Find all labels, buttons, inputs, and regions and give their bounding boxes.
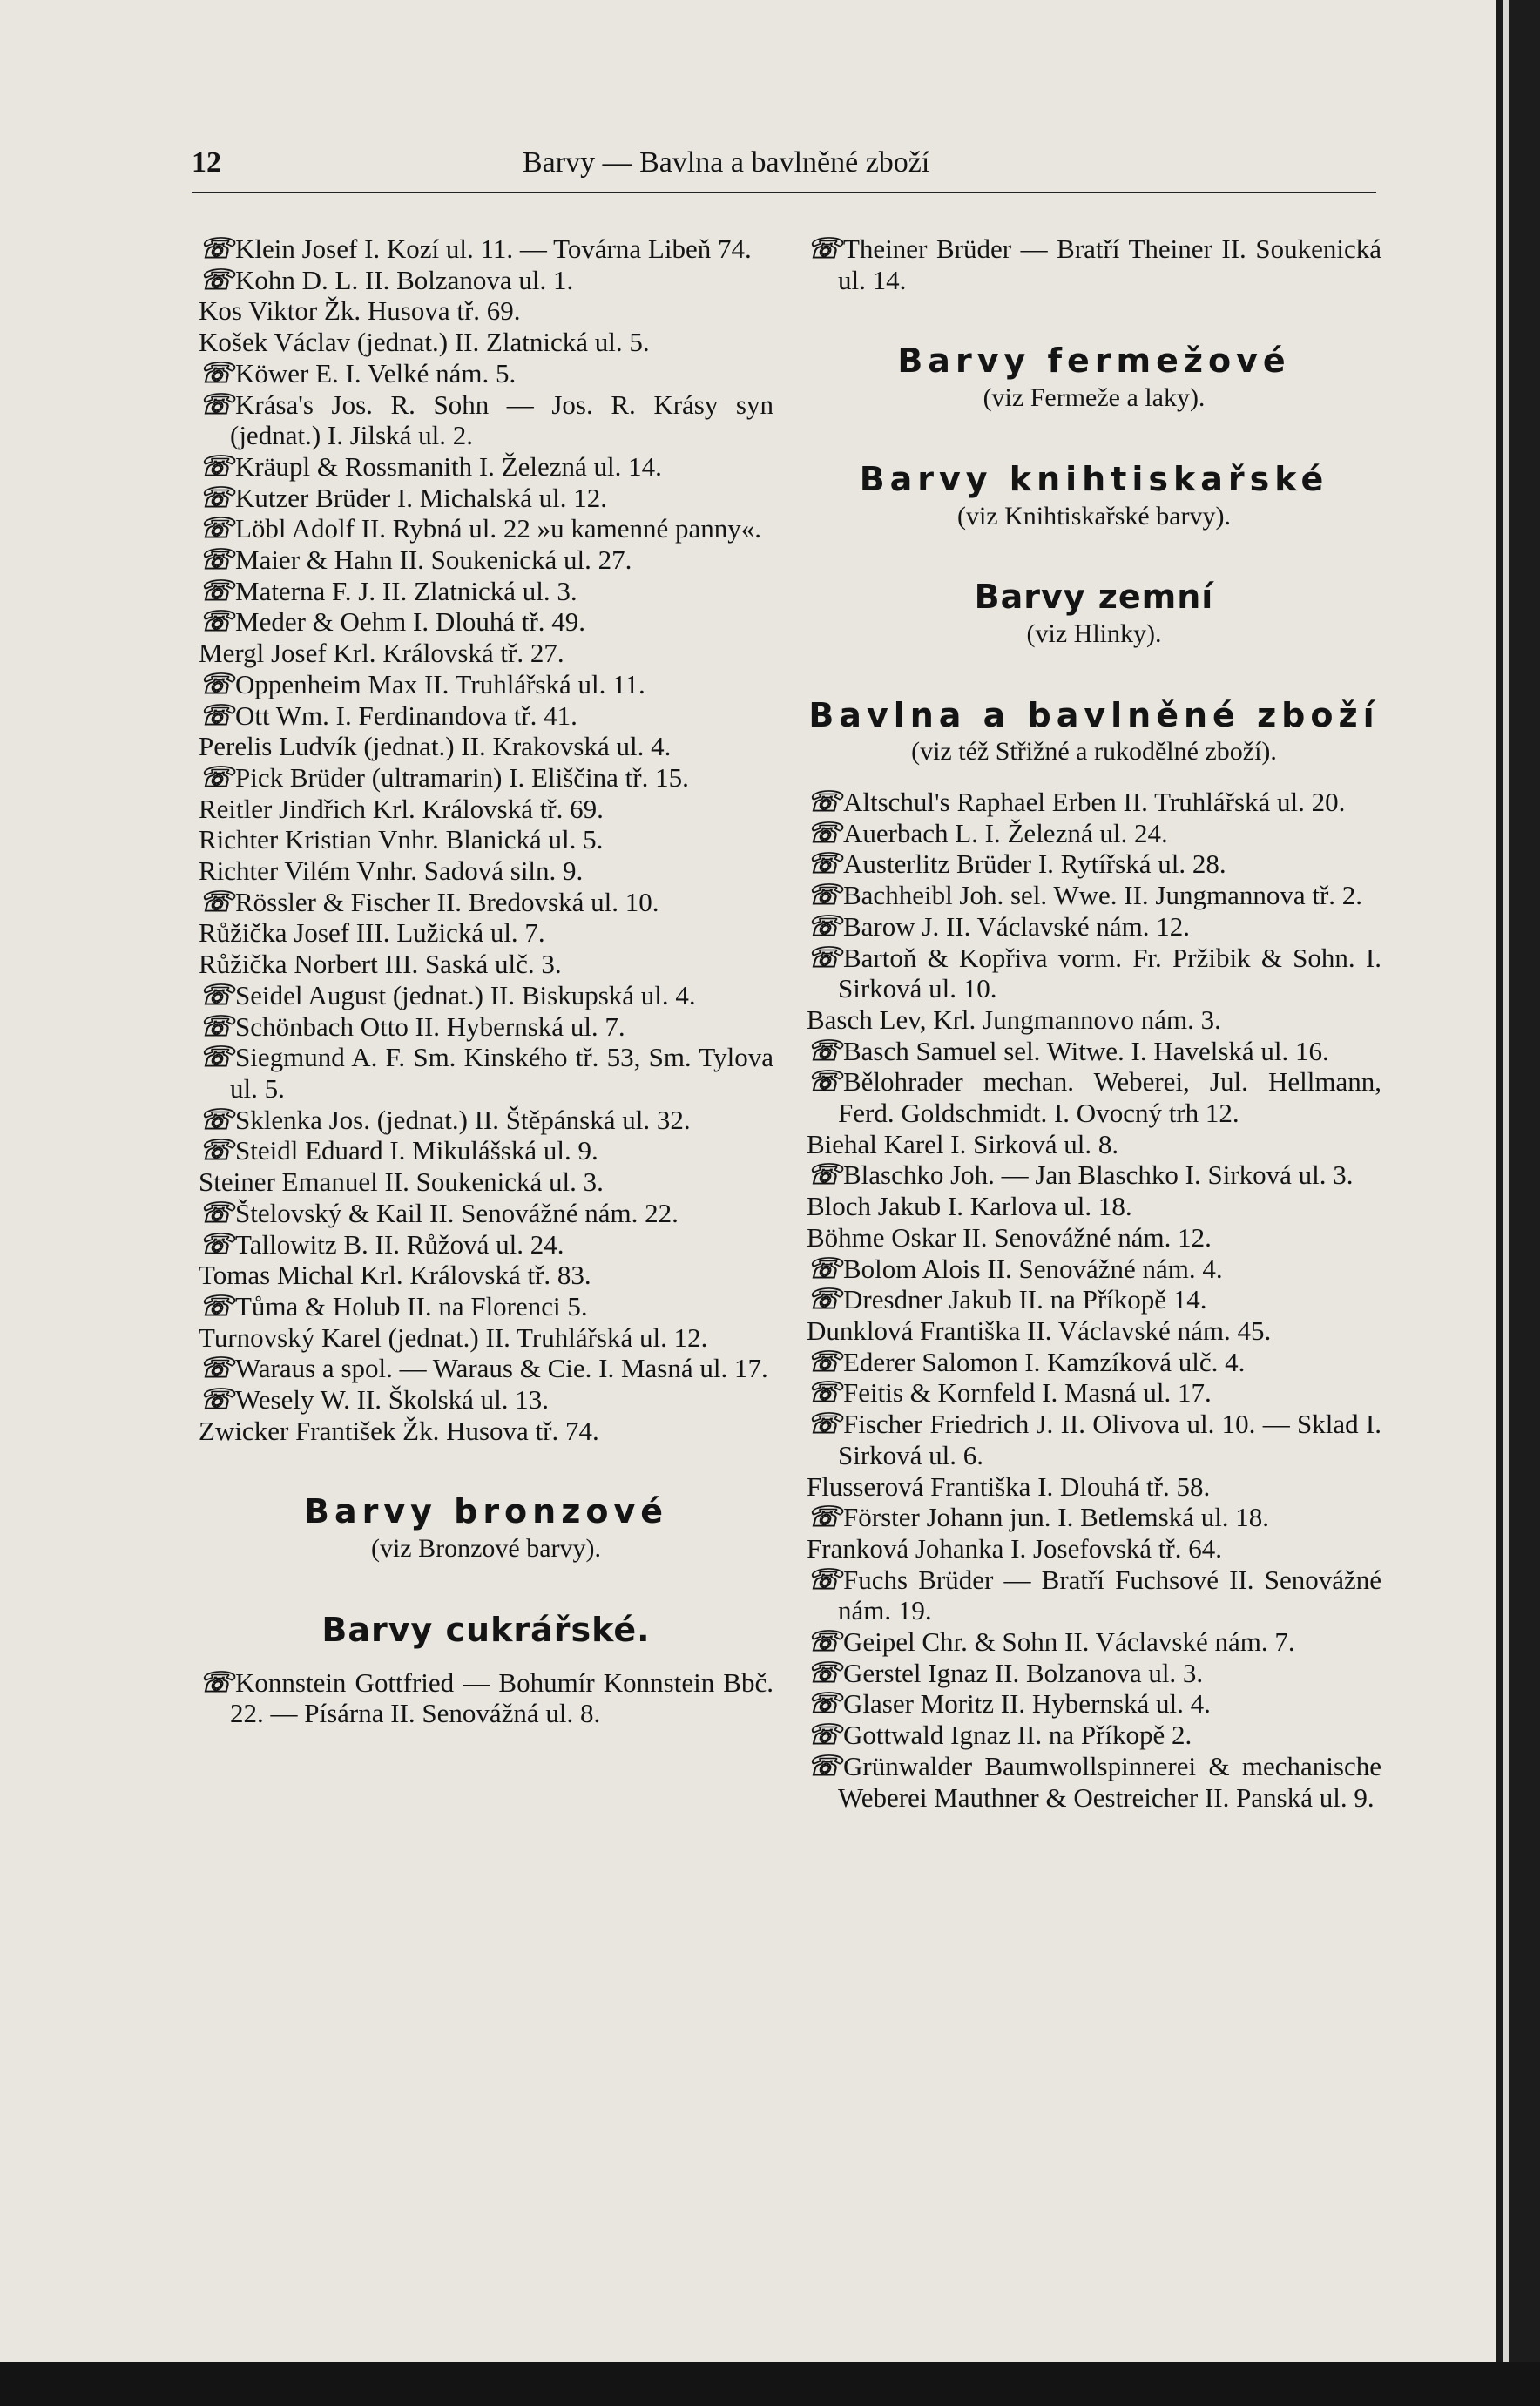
directory-entry xyxy=(199,1260,773,1291)
telephone-icon: ☏ xyxy=(199,544,234,576)
directory-entry xyxy=(807,1409,1381,1470)
directory-entry xyxy=(807,1315,1381,1347)
entry-text: Kos Viktor Žk. Husova tř. 69. xyxy=(199,295,521,327)
directory-entry xyxy=(199,1166,773,1198)
telephone-icon: ☏ xyxy=(807,816,842,848)
note-barvy-fermezove: (viz Fermeže a laky). xyxy=(983,383,1206,413)
telephone-icon: ☏ xyxy=(199,978,234,1010)
entry-text: Maier & Hahn II. Soukenická ul. 27. xyxy=(235,544,632,576)
telephone-icon: ☏ xyxy=(807,1345,842,1377)
entry-text: Siegmund A. F. Sm. Kinského tř. 53, Sm. Tylova ul. 5. xyxy=(230,1042,773,1104)
directory-entry xyxy=(807,1222,1381,1254)
directory-entry xyxy=(807,1471,1381,1503)
directory-entry xyxy=(199,483,773,514)
entry-text: Mergl Josef Krl. Královská tř. 27. xyxy=(199,638,564,669)
entry-text: Theiner Brüder — Bratří Theiner II. Soukenická ul. 14. xyxy=(838,233,1381,295)
directory-entry xyxy=(199,1416,773,1447)
telephone-icon: ☏ xyxy=(199,263,234,295)
directory-entry xyxy=(199,358,773,389)
entry-text: Böhme Oskar II. Senovážné nám. 12. xyxy=(807,1221,1212,1253)
telephone-icon: ☏ xyxy=(807,848,842,880)
directory-entry xyxy=(199,233,773,265)
directory-entry xyxy=(807,1036,1381,1067)
telephone-icon: ☏ xyxy=(807,1034,842,1066)
entry-text: Waraus a spol. — Waraus & Cie. I. Masná ul. 17. xyxy=(235,1353,768,1384)
entry-text: Feitis & Kornfeld I. Masná ul. 17. xyxy=(843,1377,1212,1409)
telephone-icon: ☏ xyxy=(199,1352,234,1384)
entry-text: Ott Wm. I. Ferdinandova tř. 41. xyxy=(235,699,578,731)
directory-entry xyxy=(807,880,1381,911)
entry-text: Schönbach Otto II. Hybernská ul. 7. xyxy=(235,1010,625,1042)
entry-text: Richter Vilém Vnhr. Sadová siln. 9. xyxy=(199,855,584,887)
directory-entry xyxy=(199,451,773,483)
cukrarske-entries-list xyxy=(199,1667,773,1729)
directory-entry xyxy=(199,1384,773,1416)
telephone-icon: ☏ xyxy=(807,1719,842,1751)
running-title: Barvy — Bavlna a bavlněné zboží xyxy=(523,146,930,179)
directory-entry xyxy=(807,1658,1381,1689)
directory-entry xyxy=(199,1042,773,1104)
telephone-icon: ☏ xyxy=(807,1749,842,1781)
directory-entry xyxy=(807,1254,1381,1285)
entry-text: Turnovský Karel (jednat.) II. Truhlářská ul. 12. xyxy=(199,1321,708,1353)
directory-entry xyxy=(807,1377,1381,1409)
directory-entry xyxy=(199,1135,773,1166)
entry-text: Bělohrader mechan. Weberei, Jul. Hellmann, Ferd. Goldschmidt. I. Ovocný trh 12. xyxy=(838,1066,1381,1129)
note-barvy-bronzove: (viz Bronzové barvy). xyxy=(370,1534,602,1564)
directory-entry xyxy=(199,731,773,762)
entry-text: Köwer E. I. Velké nám. 5. xyxy=(235,357,517,389)
entry-text: Bloch Jakub I. Karlova ul. 18. xyxy=(807,1191,1132,1222)
directory-entry xyxy=(807,1626,1381,1658)
telephone-icon: ☏ xyxy=(199,512,234,544)
entry-text: Kräupl & Rossmanith I. Železná ul. 14. xyxy=(235,450,662,482)
note-bavlna: (viz též Střižné a rukodělné zboží). xyxy=(911,737,1277,767)
directory-entry xyxy=(199,544,773,576)
entry-text: Bartoň & Kopřiva vorm. Fr. Pržibik & Sohn. I. Sirková ul. 10. xyxy=(838,942,1381,1004)
telephone-icon: ☏ xyxy=(807,879,842,911)
directory-entry xyxy=(807,943,1381,1004)
entry-text: Franková Johanka I. Josefovská tř. 64. xyxy=(807,1532,1222,1564)
entry-text: Basch Samuel sel. Witwe. I. Havelská ul. 16. xyxy=(843,1035,1329,1066)
heading-barvy-bronzove: Barvy bronzové xyxy=(304,1492,668,1531)
directory-entry xyxy=(807,818,1381,849)
page-header xyxy=(192,139,1376,193)
directory-entry xyxy=(199,1011,773,1043)
directory-entry xyxy=(807,1191,1381,1222)
directory-entry xyxy=(199,669,773,700)
right-top-entries-list xyxy=(807,233,1381,295)
directory-entry xyxy=(807,1720,1381,1751)
left-column xyxy=(199,233,773,1729)
entry-text: Reitler Jindřich Krl. Královská tř. 69. xyxy=(199,793,604,824)
heading-barvy-cukrarske: Barvy cukrářské. xyxy=(321,1610,651,1649)
entry-text: Grünwalder Baumwollspinnerei & mechanische Weberei Mauthner & Oestreicher II. Panská ul. 9. xyxy=(838,1750,1381,1813)
entry-text: Gottwald Ignaz II. na Příkopě 2. xyxy=(843,1720,1192,1751)
entry-text: Růžička Josef III. Lužická ul. 7. xyxy=(199,917,545,949)
page-edge-right xyxy=(1496,0,1540,2406)
page-edge-bottom xyxy=(0,2362,1540,2406)
telephone-icon: ☏ xyxy=(807,941,842,973)
directory-entry xyxy=(807,1159,1381,1191)
entry-text: Austerlitz Brüder I. Rytířská ul. 28. xyxy=(843,848,1226,880)
telephone-icon: ☏ xyxy=(807,1408,842,1440)
telephone-icon: ☏ xyxy=(199,388,234,420)
directory-entry xyxy=(199,1198,773,1229)
entry-text: Auerbach L. I. Železná ul. 24. xyxy=(843,817,1168,848)
directory-entry xyxy=(199,1322,773,1354)
entry-text: Basch Lev, Krl. Jungmannovo nám. 3. xyxy=(807,1004,1221,1035)
entry-text: Meder & Oehm I. Dlouhá tř. 49. xyxy=(235,606,586,638)
entry-text: Bolom Alois II. Senovážné nám. 4. xyxy=(843,1253,1223,1284)
heading-barvy-fermezove: Barvy fermežové xyxy=(897,341,1291,381)
entry-text: Štelovský & Kail II. Senovážné nám. 22. xyxy=(235,1197,679,1228)
entry-text: Klein Josef I. Kozí ul. 11. — Továrna Libeň 74. xyxy=(235,233,752,264)
entry-text: Košek Václav (jednat.) II. Zlatnická ul. 5. xyxy=(199,327,650,358)
directory-entry xyxy=(199,887,773,918)
note-barvy-zemni: (viz Hlinky). xyxy=(1026,618,1162,648)
telephone-icon: ☏ xyxy=(807,1283,842,1315)
directory-entry xyxy=(199,389,773,451)
directory-entry xyxy=(807,787,1381,818)
entry-text: Ederer Salomon I. Kamzíková ulč. 4. xyxy=(843,1346,1246,1377)
entry-text: Blaschko Joh. — Jan Blaschko I. Sirková ul. 3. xyxy=(843,1159,1354,1191)
entry-text: Löbl Adolf II. Rybná ul. 22 »u kamenné panny«. xyxy=(235,513,762,544)
left-entries-list xyxy=(199,233,773,1446)
directory-entry xyxy=(807,233,1381,295)
entry-text: Oppenheim Max II. Truhlářská ul. 11. xyxy=(235,668,645,699)
entry-text: Fuchs Brüder — Bratří Fuchsové II. Senovážné nám. 19. xyxy=(838,1564,1381,1626)
directory-entry xyxy=(199,855,773,887)
directory-entry xyxy=(199,606,773,638)
directory-entry xyxy=(807,1502,1381,1533)
directory-entry xyxy=(199,700,773,732)
directory-entry xyxy=(199,265,773,296)
entry-text: Pick Brüder (ultramarin) I. Eliščina tř. 15. xyxy=(235,761,689,793)
directory-entry xyxy=(807,911,1381,943)
directory-entry xyxy=(199,1667,773,1729)
telephone-icon: ☏ xyxy=(199,449,234,482)
directory-entry xyxy=(199,1353,773,1384)
directory-entry xyxy=(199,917,773,949)
entry-text: Tůma & Holub II. na Florenci 5. xyxy=(235,1290,588,1321)
telephone-icon: ☏ xyxy=(199,1196,234,1228)
telephone-icon: ☏ xyxy=(199,1666,234,1698)
entry-text: Rössler & Fischer II. Bredovská ul. 10. xyxy=(235,886,659,917)
entry-text: Glaser Moritz II. Hybernská ul. 4. xyxy=(843,1688,1211,1720)
entry-text: Tomas Michal Krl. Královská tř. 83. xyxy=(199,1260,591,1291)
entry-text: Zwicker František Žk. Husova tř. 74. xyxy=(199,1415,599,1446)
directory-entry xyxy=(807,1565,1381,1626)
directory-entry xyxy=(807,1533,1381,1565)
entry-text: Förster Johann jun. I. Betlemská ul. 18. xyxy=(843,1502,1270,1533)
entry-text: Kohn D. L. II. Bolzanova ul. 1. xyxy=(235,264,574,295)
telephone-icon: ☏ xyxy=(807,1687,842,1720)
telephone-icon: ☏ xyxy=(199,1227,234,1260)
directory-entry xyxy=(807,848,1381,880)
directory-entry xyxy=(199,824,773,855)
note-barvy-knihtiskarske: (viz Knihtiskařské barvy). xyxy=(956,501,1232,531)
entry-text: Kutzer Brüder I. Michalská ul. 12. xyxy=(235,482,607,513)
heading-barvy-zemni: Barvy zemní xyxy=(974,578,1214,617)
directory-entry xyxy=(807,1751,1381,1813)
heading-barvy-knihtiskarske: Barvy knihtiskařské xyxy=(859,459,1329,498)
directory-entry xyxy=(199,762,773,794)
telephone-icon: ☏ xyxy=(199,356,234,389)
directory-entry xyxy=(199,638,773,669)
entry-text: Altschul's Raphael Erben II. Truhlářská ul. 20. xyxy=(843,787,1346,818)
telephone-icon: ☏ xyxy=(199,1383,234,1416)
telephone-icon: ☏ xyxy=(199,574,234,606)
entry-text: Fischer Friedrich J. II. Olivova ul. 10. — Sklad I. Sirková ul. 6. xyxy=(838,1409,1381,1470)
directory-entry xyxy=(807,1129,1381,1160)
telephone-icon: ☏ xyxy=(199,233,234,264)
telephone-icon: ☏ xyxy=(199,1134,234,1166)
bavlna-entries-list xyxy=(807,787,1381,1813)
entry-text: Gerstel Ignaz II. Bolzanova ul. 3. xyxy=(843,1657,1204,1688)
directory-entry xyxy=(199,980,773,1011)
directory-entry xyxy=(807,1066,1381,1128)
entry-text: Flusserová Františka I. Dlouhá tř. 58. xyxy=(807,1470,1211,1502)
directory-entry xyxy=(807,1347,1381,1378)
entry-text: Dunklová Františka II. Václavské nám. 45. xyxy=(807,1315,1272,1346)
telephone-icon: ☏ xyxy=(807,1656,842,1688)
telephone-icon: ☏ xyxy=(199,885,234,917)
entry-text: Dresdner Jakub II. na Příkopě 14. xyxy=(843,1284,1207,1315)
entry-text: Krása's Jos. R. Sohn — Jos. R. Krásy syn (jednat.) I. Jilská ul. 2. xyxy=(230,389,773,451)
directory-entry xyxy=(199,513,773,544)
telephone-icon: ☏ xyxy=(807,1501,842,1533)
telephone-icon: ☏ xyxy=(807,1376,842,1409)
directory-entry xyxy=(807,1688,1381,1720)
telephone-icon: ☏ xyxy=(807,786,842,818)
telephone-icon: ☏ xyxy=(199,481,234,513)
telephone-icon: ☏ xyxy=(807,233,842,264)
entry-text: Bachheibl Joh. sel. Wwe. II. Jungmannova tř. 2. xyxy=(843,880,1363,911)
directory-entry xyxy=(199,794,773,825)
directory-entry xyxy=(807,1004,1381,1036)
telephone-icon: ☏ xyxy=(807,1252,842,1284)
telephone-icon: ☏ xyxy=(199,760,234,793)
telephone-icon: ☏ xyxy=(807,909,842,942)
entry-text: Wesely W. II. Školská ul. 13. xyxy=(235,1384,550,1416)
directory-entry xyxy=(199,1291,773,1322)
entry-text: Seidel August (jednat.) II. Biskupská ul. 4. xyxy=(235,979,696,1010)
entry-text: Perelis Ludvík (jednat.) II. Krakovská ul. 4. xyxy=(199,731,672,762)
entry-text: Geipel Chr. & Sohn II. Václavské nám. 7. xyxy=(843,1626,1295,1658)
right-column xyxy=(807,233,1381,1813)
entry-text: Materna F. J. II. Zlatnická ul. 3. xyxy=(235,575,578,606)
directory-entry xyxy=(199,1229,773,1260)
telephone-icon: ☏ xyxy=(199,1289,234,1321)
entry-text: Steiner Emanuel II. Soukenická ul. 3. xyxy=(199,1166,604,1198)
telephone-icon: ☏ xyxy=(199,667,234,699)
entry-text: Tallowitz B. II. Růžová ul. 24. xyxy=(235,1228,564,1260)
entry-text: Biehal Karel I. Sirková ul. 8. xyxy=(807,1128,1119,1159)
directory-entry xyxy=(199,576,773,607)
entry-text: Barow J. II. Václavské nám. 12. xyxy=(843,910,1191,942)
telephone-icon: ☏ xyxy=(807,1065,842,1098)
telephone-icon: ☏ xyxy=(199,699,234,731)
directory-entry xyxy=(807,1284,1381,1315)
entry-text: Sklenka Jos. (jednat.) II. Štěpánská ul. 32. xyxy=(235,1104,691,1135)
directory-entry xyxy=(199,327,773,358)
entry-text: Richter Kristian Vnhr. Blanická ul. 5. xyxy=(199,824,604,855)
entry-text: Růžička Norbert III. Saská ulč. 3. xyxy=(199,949,562,980)
directory-entry xyxy=(199,1105,773,1136)
telephone-icon: ☏ xyxy=(199,1103,234,1135)
page-number: 12 xyxy=(192,146,221,179)
telephone-icon: ☏ xyxy=(807,1159,842,1191)
heading-bavlna: Bavlna a bavlněné zboží xyxy=(808,695,1380,734)
entry-text: Steidl Eduard I. Mikulášská ul. 9. xyxy=(235,1135,598,1166)
telephone-icon: ☏ xyxy=(199,1041,234,1073)
telephone-icon: ☏ xyxy=(807,1625,842,1658)
directory-entry xyxy=(199,949,773,980)
telephone-icon: ☏ xyxy=(199,605,234,638)
telephone-icon: ☏ xyxy=(199,1010,234,1042)
entry-text: Konnstein Gottfried — Bohumír Konnstein Bbč. 22. — Písárna II. Senovážná ul. 8. xyxy=(230,1666,773,1729)
directory-entry xyxy=(199,295,773,327)
telephone-icon: ☏ xyxy=(807,1563,842,1595)
